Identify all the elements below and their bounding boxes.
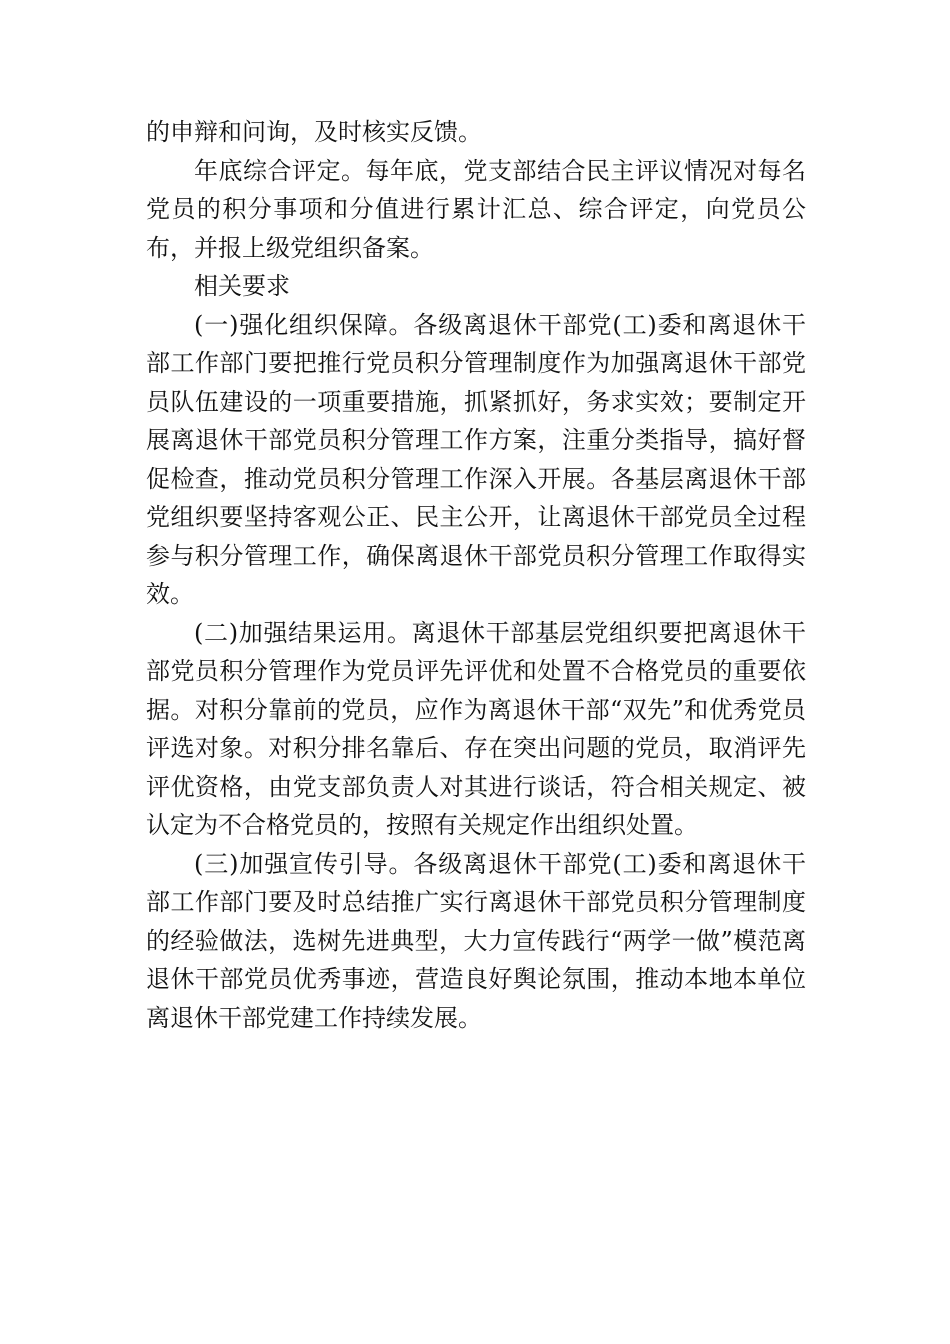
- paragraph-publicity-guidance: (三)加强宣传引导。各级离退休干部党(工)委和离退休干部工作部门要及时总结推广实行离退休干部党员积分管理制度的经验做法，选树先进典型，大力宣传践行“两学一做”模范离退休干部党员优秀事迹，营造良好舆论氛围，推动本地本单位离退休干部党建工作持续发展。: [146, 849, 806, 1032]
- paragraph-annual-evaluation: 年底综合评定。每年底，党支部结合民主评议情况对每名党员的积分事项和分值进行累计汇总、综合评定，向党员公布，并报上级党组织备案。: [146, 156, 806, 262]
- paragraph-result-application: (二)加强结果运用。离退休干部基层党组织要把离退休干部党员积分管理作为党员评先评优和处置不合格党员的重要依据。对积分靠前的党员，应作为离退休干部“双先”和优秀党员评选对象。对积分排名靠后、存在突出问题的党员，取消评先评优资格，由党支部负责人对其进行谈话，符合相关规定、被认定为不合格党员的，按照有关规定作出组织处置。: [146, 618, 806, 839]
- document-page: [146, 113, 806, 1037]
- paragraph-continuation: 的申辩和问询，及时核实反馈。: [146, 118, 482, 146]
- section-heading-requirements: 相关要求: [194, 272, 290, 300]
- paragraph-organization-guarantee: (一)强化组织保障。各级离退休干部党(工)委和离退休干部工作部门要把推行党员积分管理制度作为加强离退休干部党员队伍建设的一项重要措施，抓紧抓好，务求实效；要制定开展离退休干部党员积分管理工作方案，注重分类指导，搞好督促检查，推动党员积分管理工作深入开展。各基层离退休干部党组织要坚持客观公正、民主公开，让离退休干部党员全过程参与积分管理工作，确保离退休干部党员积分管理工作取得实效。: [146, 310, 806, 608]
